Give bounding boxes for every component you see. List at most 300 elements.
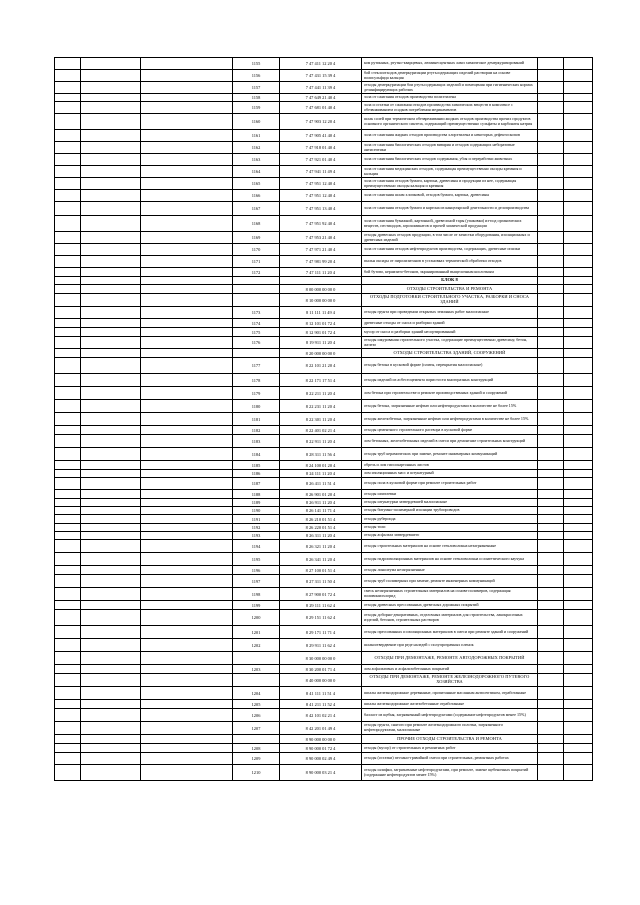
empty-cell bbox=[141, 202, 233, 216]
waste-classifier-table bbox=[54, 57, 593, 781]
empty-cell bbox=[141, 358, 233, 374]
empty-cell bbox=[564, 588, 593, 601]
fkko-code: 7 47 431 15 39 4 bbox=[280, 70, 362, 82]
empty-cell bbox=[81, 478, 141, 490]
empty-cell bbox=[141, 190, 233, 202]
empty-cell bbox=[141, 687, 233, 700]
empty-cell bbox=[564, 374, 593, 387]
empty-cell bbox=[55, 94, 81, 102]
empty-cell bbox=[538, 478, 564, 490]
empty-cell bbox=[55, 358, 81, 374]
section-header-row bbox=[55, 735, 593, 744]
row-number: 1169 bbox=[233, 232, 280, 244]
empty-cell bbox=[538, 744, 564, 753]
table-row bbox=[55, 639, 593, 652]
empty-cell bbox=[55, 216, 81, 232]
table-row bbox=[55, 610, 593, 626]
empty-cell bbox=[538, 277, 564, 285]
empty-cell bbox=[55, 540, 81, 553]
empty-cell bbox=[538, 268, 564, 277]
empty-cell bbox=[141, 722, 233, 735]
empty-cell bbox=[55, 610, 81, 626]
row-number: 1198 bbox=[233, 588, 280, 601]
empty-cell bbox=[141, 601, 233, 610]
empty-cell bbox=[564, 753, 593, 765]
row-number bbox=[233, 674, 280, 687]
empty-cell bbox=[81, 610, 141, 626]
table-row bbox=[55, 722, 593, 735]
empty-cell bbox=[81, 515, 141, 524]
waste-name: лом бетонных, железобетонных изделий в смеси при демонтаже строительных конструкций bbox=[362, 435, 538, 448]
empty-cell bbox=[55, 507, 81, 515]
row-number: 1183 bbox=[233, 435, 280, 448]
empty-cell bbox=[564, 190, 593, 202]
fkko-code: 8 24 111 11 20 4 bbox=[280, 470, 362, 478]
empty-cell bbox=[141, 490, 233, 499]
row-number: 1176 bbox=[233, 337, 280, 349]
empty-cell bbox=[55, 82, 81, 94]
row-number: 1184 bbox=[233, 448, 280, 461]
waste-name: отходы асфальта затвердевшего bbox=[362, 532, 538, 540]
table-row bbox=[55, 461, 593, 470]
empty-cell bbox=[55, 307, 81, 319]
empty-cell bbox=[564, 435, 593, 448]
empty-cell bbox=[564, 665, 593, 674]
waste-name: мусор от сноса и разборки зданий несортированный bbox=[362, 328, 538, 337]
empty-cell bbox=[141, 154, 233, 166]
empty-cell bbox=[564, 277, 593, 285]
empty-cell bbox=[141, 387, 233, 400]
empty-cell bbox=[538, 154, 564, 166]
empty-cell bbox=[538, 665, 564, 674]
empty-cell bbox=[55, 490, 81, 499]
row-number bbox=[233, 735, 280, 744]
empty-cell bbox=[564, 626, 593, 639]
empty-cell bbox=[538, 130, 564, 142]
table-row bbox=[55, 268, 593, 277]
empty-cell bbox=[564, 490, 593, 499]
empty-cell bbox=[141, 337, 233, 349]
empty-cell bbox=[564, 722, 593, 735]
empty-cell bbox=[55, 114, 81, 130]
empty-cell bbox=[55, 285, 81, 294]
row-number bbox=[233, 652, 280, 665]
empty-cell bbox=[55, 400, 81, 413]
waste-name: зола от сжигания шлам хлопковой, отходов бумаги, картона, древесины bbox=[362, 190, 538, 202]
waste-name: отходы штукатурки затвердевшей малоопасные bbox=[362, 499, 538, 507]
empty-cell bbox=[81, 507, 141, 515]
fkko-code: 7 47 981 99 20 4 bbox=[280, 256, 362, 268]
fkko-code: 8 41 111 11 51 4 bbox=[280, 687, 362, 700]
empty-cell bbox=[81, 337, 141, 349]
empty-cell bbox=[55, 665, 81, 674]
table-row bbox=[55, 687, 593, 700]
empty-cell bbox=[81, 256, 141, 268]
empty-cell bbox=[564, 268, 593, 277]
empty-cell bbox=[55, 435, 81, 448]
empty-cell bbox=[81, 82, 141, 94]
table-row bbox=[55, 470, 593, 478]
empty-cell bbox=[538, 626, 564, 639]
empty-cell bbox=[81, 114, 141, 130]
waste-name: ОТХОДЫ СТРОИТЕЛЬСТВА ЗДАНИЙ, СООРУЖЕНИЙ bbox=[362, 349, 538, 358]
empty-cell bbox=[55, 448, 81, 461]
row-number: 1209 bbox=[233, 753, 280, 765]
empty-cell bbox=[538, 515, 564, 524]
table-row bbox=[55, 700, 593, 709]
table-row bbox=[55, 337, 593, 349]
empty-cell bbox=[564, 349, 593, 358]
fkko-code: 7 47 411 12 20 4 bbox=[280, 58, 362, 70]
waste-name: зола от сжигания биологических отходов вивария и отходов содержащих неборатовые антисептики bbox=[362, 142, 538, 154]
waste-name: отходы железобетона, загрязненные нефтью или нефтепродуктами в количестве не более 15% bbox=[362, 413, 538, 426]
table-row bbox=[55, 142, 593, 154]
empty-cell bbox=[538, 499, 564, 507]
fkko-code: 8 12 901 01 72 4 bbox=[280, 328, 362, 337]
fkko-code: 8 30 200 01 71 4 bbox=[280, 665, 362, 674]
empty-cell bbox=[55, 244, 81, 256]
fkko-code: 8 41 211 11 52 4 bbox=[280, 700, 362, 709]
empty-cell bbox=[538, 610, 564, 626]
fkko-code: 7 47 951 12 40 4 bbox=[280, 190, 362, 202]
table-row bbox=[55, 435, 593, 448]
empty-cell bbox=[538, 652, 564, 665]
empty-cell bbox=[538, 102, 564, 114]
table-row bbox=[55, 507, 593, 515]
fkko-code: 8 29 151 11 62 4 bbox=[280, 610, 362, 626]
empty-cell bbox=[141, 70, 233, 82]
row-number: 1203 bbox=[233, 665, 280, 674]
fkko-code: 7 47 111 11 20 4 bbox=[280, 268, 362, 277]
table-row bbox=[55, 709, 593, 722]
row-number: 1157 bbox=[233, 82, 280, 94]
empty-cell bbox=[538, 448, 564, 461]
waste-name: ОТХОДЫ СТРОИТЕЛЬСТВА И РЕМОНТА bbox=[362, 285, 538, 294]
empty-cell bbox=[141, 307, 233, 319]
empty-cell bbox=[538, 94, 564, 102]
fkko-code: 8 28 311 11 56 4 bbox=[280, 448, 362, 461]
fkko-code: 8 26 311 11 20 4 bbox=[280, 532, 362, 540]
fkko-code: 8 22 401 02 21 4 bbox=[280, 426, 362, 435]
empty-cell bbox=[564, 744, 593, 753]
empty-cell bbox=[564, 328, 593, 337]
waste-name: зола от сжигания медицинских отходов, содержащая преимущественно оксиды кремния и кальция bbox=[362, 166, 538, 178]
fkko-code: 8 22 911 11 20 4 bbox=[280, 435, 362, 448]
waste-name: пыльн оксиды от пиролизитанов в установках термической обработки отходов bbox=[362, 256, 538, 268]
waste-name: отходы рубероида bbox=[362, 515, 538, 524]
empty-cell bbox=[81, 435, 141, 448]
empty-cell bbox=[55, 639, 81, 652]
empty-cell bbox=[564, 532, 593, 540]
empty-cell bbox=[55, 687, 81, 700]
table-row bbox=[55, 626, 593, 639]
empty-cell bbox=[55, 232, 81, 244]
row-number: 1159 bbox=[233, 102, 280, 114]
row-number bbox=[233, 285, 280, 294]
row-number: 1207 bbox=[233, 722, 280, 735]
empty-cell bbox=[564, 639, 593, 652]
empty-cell bbox=[141, 400, 233, 413]
row-number: 1188 bbox=[233, 490, 280, 499]
row-number: 1160 bbox=[233, 114, 280, 130]
table-row bbox=[55, 413, 593, 426]
fkko-code: 8 22 231 11 20 4 bbox=[280, 400, 362, 413]
waste-name: отходы (остатки) песчано-гравийной смеси при строительных, ремонтных работах bbox=[362, 753, 538, 765]
empty-cell bbox=[141, 499, 233, 507]
empty-cell bbox=[81, 202, 141, 216]
empty-cell bbox=[55, 601, 81, 610]
empty-cell bbox=[538, 507, 564, 515]
empty-cell bbox=[564, 413, 593, 426]
empty-cell bbox=[81, 387, 141, 400]
empty-cell bbox=[55, 426, 81, 435]
row-number: 1199 bbox=[233, 601, 280, 610]
row-number: 1206 bbox=[233, 709, 280, 722]
empty-cell bbox=[538, 374, 564, 387]
fkko-code: 8 30 000 00 00 0 bbox=[280, 652, 362, 665]
row-number: 1162 bbox=[233, 142, 280, 154]
empty-cell bbox=[141, 328, 233, 337]
empty-cell bbox=[81, 470, 141, 478]
row-number: 1177 bbox=[233, 358, 280, 374]
table-row bbox=[55, 515, 593, 524]
empty-cell bbox=[564, 244, 593, 256]
row-number: 1178 bbox=[233, 374, 280, 387]
empty-cell bbox=[564, 358, 593, 374]
table-row bbox=[55, 588, 593, 601]
table-row bbox=[55, 387, 593, 400]
empty-cell bbox=[55, 588, 81, 601]
empty-cell bbox=[55, 674, 81, 687]
table-row bbox=[55, 154, 593, 166]
empty-cell bbox=[141, 285, 233, 294]
waste-name: отходы изделий из асбестоцемента пористости многоразных конструкций bbox=[362, 374, 538, 387]
empty-cell bbox=[81, 400, 141, 413]
fkko-code: 7 47 441 11 39 4 bbox=[280, 82, 362, 94]
section-header-row bbox=[55, 294, 593, 307]
waste-name: отходы цементного строительного раствора в кусковой форме bbox=[362, 426, 538, 435]
empty-cell bbox=[141, 374, 233, 387]
waste-name: отходы прессованных и изоляционных материалов в смеси при ремонте зданий и сооружений bbox=[362, 626, 538, 639]
empty-cell bbox=[564, 58, 593, 70]
empty-cell bbox=[564, 94, 593, 102]
table-row bbox=[55, 478, 593, 490]
row-number: 1194 bbox=[233, 540, 280, 553]
empty-cell bbox=[564, 652, 593, 665]
empty-cell bbox=[55, 722, 81, 735]
waste-name: лом изоляционных масс и штукатурный bbox=[362, 470, 538, 478]
fkko-code: 8 26 141 11 71 4 bbox=[280, 507, 362, 515]
empty-cell bbox=[141, 319, 233, 328]
table-row bbox=[55, 82, 593, 94]
waste-name: шпалы железнодорожные деревянные, пропитанные масляным антисептиком, отработанные bbox=[362, 687, 538, 700]
table-row bbox=[55, 94, 593, 102]
empty-cell bbox=[55, 553, 81, 566]
empty-cell bbox=[81, 319, 141, 328]
empty-cell bbox=[55, 294, 81, 307]
empty-cell bbox=[564, 130, 593, 142]
empty-cell bbox=[141, 470, 233, 478]
empty-cell bbox=[81, 178, 141, 190]
empty-cell bbox=[81, 358, 141, 374]
table-row bbox=[55, 102, 593, 114]
empty-cell bbox=[538, 722, 564, 735]
empty-cell bbox=[81, 735, 141, 744]
empty-cell bbox=[538, 349, 564, 358]
empty-cell bbox=[55, 178, 81, 190]
empty-cell bbox=[55, 626, 81, 639]
empty-cell bbox=[55, 461, 81, 470]
fkko-code: 8 26 411 11 51 4 bbox=[280, 478, 362, 490]
row-number: 1175 bbox=[233, 328, 280, 337]
fkko-code: 8 22 301 11 20 4 bbox=[280, 413, 362, 426]
empty-cell bbox=[81, 268, 141, 277]
row-number: 1165 bbox=[233, 178, 280, 190]
waste-name: зола и остатки от сжигания отходов производства химических веществ в комплексе с обезвоживанием осадков потребления медикаментов bbox=[362, 102, 538, 114]
empty-cell bbox=[55, 142, 81, 154]
fkko-code: 7 47 951 13 40 4 bbox=[280, 202, 362, 216]
empty-cell bbox=[141, 58, 233, 70]
empty-cell bbox=[564, 337, 593, 349]
empty-cell bbox=[564, 515, 593, 524]
empty-cell bbox=[81, 553, 141, 566]
empty-cell bbox=[141, 277, 233, 285]
empty-cell bbox=[141, 765, 233, 781]
row-number: 1171 bbox=[233, 256, 280, 268]
empty-cell bbox=[564, 507, 593, 515]
empty-cell bbox=[81, 448, 141, 461]
empty-cell bbox=[81, 277, 141, 285]
row-number: 1180 bbox=[233, 400, 280, 413]
row-number: 1185 bbox=[233, 461, 280, 470]
empty-cell bbox=[141, 639, 233, 652]
empty-cell bbox=[564, 285, 593, 294]
fkko-code: 8 11 111 11 49 4 bbox=[280, 307, 362, 319]
empty-cell bbox=[538, 58, 564, 70]
empty-cell bbox=[55, 753, 81, 765]
empty-cell bbox=[564, 166, 593, 178]
row-number: 1179 bbox=[233, 387, 280, 400]
fkko-code: 8 27 900 01 72 4 bbox=[280, 588, 362, 601]
empty-cell bbox=[538, 400, 564, 413]
empty-cell bbox=[55, 744, 81, 753]
empty-cell bbox=[141, 532, 233, 540]
waste-name: отходы бетона, загрязненные нефтью или нефтепродуктами в количестве не более 15% bbox=[362, 400, 538, 413]
fkko-code: 8 26 901 01 20 4 bbox=[280, 490, 362, 499]
waste-name: ком рутинных, ртутно-кварцевых, люминесцентных ламп химическое демеркуризирований bbox=[362, 58, 538, 70]
table-row bbox=[55, 307, 593, 319]
empty-cell bbox=[538, 588, 564, 601]
empty-cell bbox=[81, 674, 141, 687]
empty-cell bbox=[564, 765, 593, 781]
empty-cell bbox=[141, 507, 233, 515]
waste-name: смесь незагрязненных строительных материалов на основе полимеров, содержащая поливинилхлорид bbox=[362, 588, 538, 601]
waste-name: ОТХОДЫ ПРИ ДЕМОНТАЖЕ, РЕМОНТЕ АВТОДОРОЖНЫХ ПОКРЫТИЙ bbox=[362, 652, 538, 665]
row-number: 1193 bbox=[233, 532, 280, 540]
empty-cell bbox=[81, 588, 141, 601]
waste-name: бой стеклоотходов демеркуризации ртутьсодержащих изделий растворам на основе полисульфида кальция bbox=[362, 70, 538, 82]
row-number: 1200 bbox=[233, 610, 280, 626]
empty-cell bbox=[538, 426, 564, 435]
empty-cell bbox=[538, 256, 564, 268]
empty-cell bbox=[564, 566, 593, 575]
row-number: 1181 bbox=[233, 413, 280, 426]
waste-name: лом бетона при строительстве и ремонте производственных зданий и сооружений bbox=[362, 387, 538, 400]
empty-cell bbox=[81, 102, 141, 114]
empty-cell bbox=[538, 358, 564, 374]
empty-cell bbox=[81, 349, 141, 358]
empty-cell bbox=[564, 114, 593, 130]
table-row bbox=[55, 524, 593, 532]
empty-cell bbox=[564, 307, 593, 319]
empty-cell bbox=[81, 307, 141, 319]
table-row bbox=[55, 553, 593, 566]
empty-cell bbox=[55, 130, 81, 142]
waste-name: отходы труб керамических при замене, ремонте инженерных коммуникаций bbox=[362, 448, 538, 461]
row-number: 1172 bbox=[233, 268, 280, 277]
waste-name: отходы шлифки, загрязненные нефтепродуктами, при ремонте, замене щебеночных покрытий (содержание нефтепродуктов менее 15%) bbox=[362, 765, 538, 781]
empty-cell bbox=[538, 601, 564, 610]
waste-name: отходы грунта при проведении открытых земляных работ малоопасные bbox=[362, 307, 538, 319]
empty-cell bbox=[81, 744, 141, 753]
row-number: 1161 bbox=[233, 130, 280, 142]
empty-cell bbox=[538, 114, 564, 130]
fkko-code: 8 10 000 00 00 0 bbox=[280, 294, 362, 307]
empty-cell bbox=[55, 58, 81, 70]
table-row bbox=[55, 244, 593, 256]
row-number: 1195 bbox=[233, 553, 280, 566]
fkko-code: 8 90 000 03 21 4 bbox=[280, 765, 362, 781]
empty-cell bbox=[538, 639, 564, 652]
waste-name: отходы древесных прессованных древесных дорожных покрытий bbox=[362, 601, 538, 610]
section-header-row bbox=[55, 285, 593, 294]
empty-cell bbox=[55, 70, 81, 82]
empty-cell bbox=[141, 268, 233, 277]
fkko-code: 8 19 911 11 20 4 bbox=[280, 337, 362, 349]
empty-cell bbox=[538, 319, 564, 328]
empty-cell bbox=[141, 709, 233, 722]
empty-cell bbox=[55, 256, 81, 268]
table-row bbox=[55, 575, 593, 588]
fkko-code: 7 47 971 21 40 4 bbox=[280, 244, 362, 256]
empty-cell bbox=[538, 190, 564, 202]
fkko-code: 8 26 210 01 51 4 bbox=[280, 515, 362, 524]
empty-cell bbox=[55, 566, 81, 575]
empty-cell bbox=[538, 70, 564, 82]
empty-cell bbox=[564, 142, 593, 154]
empty-cell bbox=[538, 753, 564, 765]
empty-cell bbox=[55, 515, 81, 524]
table-row bbox=[55, 744, 593, 753]
table-row bbox=[55, 753, 593, 765]
row-number: 1197 bbox=[233, 575, 280, 588]
empty-cell bbox=[141, 130, 233, 142]
fkko-code: 8 42 201 01 49 4 bbox=[280, 722, 362, 735]
empty-cell bbox=[55, 652, 81, 665]
table-row bbox=[55, 216, 593, 232]
empty-cell bbox=[81, 461, 141, 470]
empty-cell bbox=[538, 166, 564, 178]
waste-name: зола от сжигания отходов нефтепродуктов производства, содержащих, древесные опилки bbox=[362, 244, 538, 256]
empty-cell bbox=[55, 532, 81, 540]
table-row bbox=[55, 130, 593, 142]
fkko-code: 7 47 681 01 40 4 bbox=[280, 102, 362, 114]
waste-name: отходы древесных отходов продукции, в том числе от зачистки оборудования, изоляционных и древесных изделий bbox=[362, 232, 538, 244]
empty-cell bbox=[141, 178, 233, 190]
table-row bbox=[55, 256, 593, 268]
waste-name: отходы (мусор) от строительных и ремонтных работ bbox=[362, 744, 538, 753]
row-number: 1163 bbox=[233, 154, 280, 166]
